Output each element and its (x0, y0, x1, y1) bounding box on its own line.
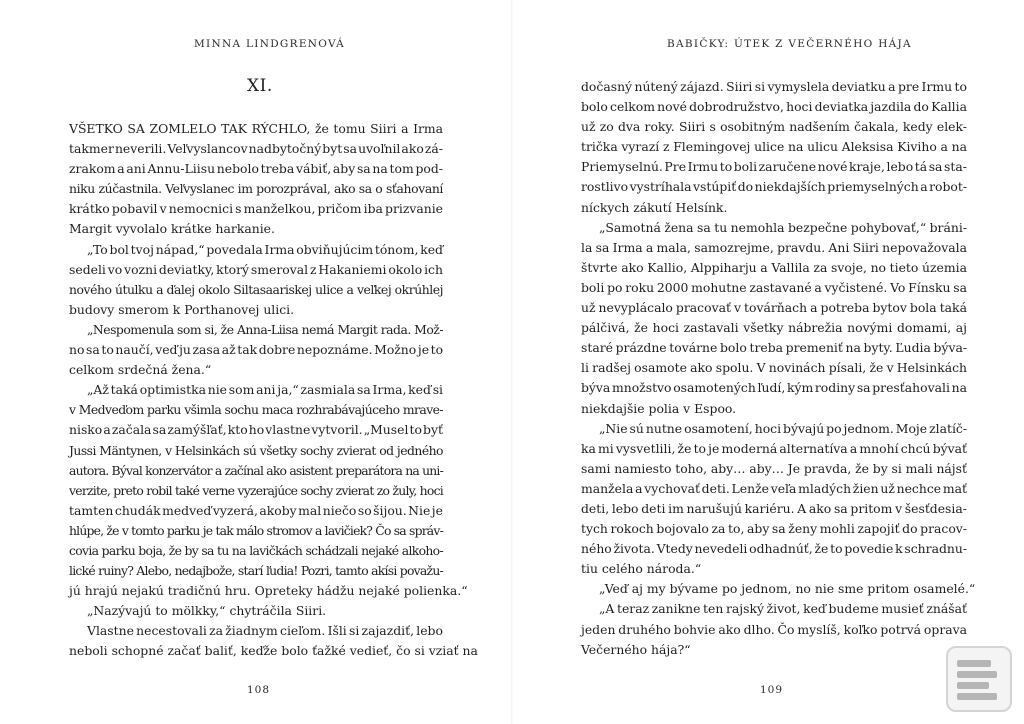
text-line: boli po roku 2000 mohutne zastavané a vyčistené. Vo Fínsku sa (581, 279, 968, 295)
body-text (581, 77, 976, 660)
text-line: niekdajšie polia v Espoo. (581, 400, 737, 416)
text-line: už nevyplácalo pracovať v továrňach a potreba bytov bola taká (581, 300, 967, 316)
text-line: budovy smerom k Porthanovej ulici. (69, 301, 295, 317)
text-line: tamten chudák medveď vyzerá, akoby mal niečo so šijou. Nie je (69, 502, 443, 518)
text-line: celkom srdečná žena.“ (69, 362, 212, 378)
text-line: v Medveďom parku všimla sochu maca rozhrabávajúceho mravе- (69, 402, 443, 418)
text-line: autora. Býval konzervátor a začínal ako asistent preparátora na uni- (69, 462, 443, 478)
text-line: pálčivá, že hoci zastavali všetky nábrežia novými domami, aj (581, 320, 968, 336)
body-text (69, 119, 478, 662)
text-line: „Nazývajú to mölkky,“ chytráčila Siiri. (87, 603, 327, 619)
text-line: ka mi vysvetlili, že to je moderná alternatíva a mnohí chcú bývať (581, 440, 967, 456)
text-line: nového útulku a ďalej okolo Siltasaariskej ulice a veľkej okrúhlej (69, 281, 444, 297)
text-line: verzite, preto robil také verne vyzerajúce sochy zvierat zo žuly, hoci (69, 482, 444, 498)
text-line: „Veď aj my bývame po jednom, no nie sme pritom osamelé.“ (599, 581, 976, 597)
text-line: li radšej osamote ako spolu. V novinách písali, že v Helsinkách (581, 360, 968, 376)
text-line: „To bol tvoj nápad,“ povedala Irma obviňujúcim tónom, keď (87, 241, 443, 257)
text-line: hlúpe, že v tomto parku je tak málo stromov a lavičiek? Čo sa správ- (69, 522, 443, 538)
text-line: štvrte ako Kallio, Alppiharju a Vallila za svoje, no tieto územia (581, 259, 967, 275)
text-line: sedeli vo vozni deviatky, ktorý smeroval z Hakaniemi okolo ich (69, 261, 443, 277)
page-number: 109 (760, 684, 784, 696)
text-line: staré prázdne továrne bolo treba premeniť na byty. Ľudia býva- (581, 340, 968, 356)
running-head-author: MINNA LINDGRENOVÁ (194, 38, 346, 50)
text-line: la sa Irma a mala, samozrejme, pravdu. Ani Siiri nepovažovala (581, 239, 967, 255)
text-line: už zo dva roky. Siiri s osobitným nadšením čakala, kedy elek- (581, 119, 967, 135)
text-line: tych rokoch bojovalo za to, aby sa ženy mohli zapojiť do pracov- (581, 521, 967, 537)
text-line: zrakom a ani Annu-Liisu nebolo treba vábiť, aby sa na tom pod- (69, 161, 443, 177)
text-line: dočasný nútený zájazd. Siiri si vymyslela deviatku a pre Irmu to (581, 79, 967, 94)
chapter-number: XI. (247, 76, 273, 96)
text-line: „Až taká optimistka nie som ani ja,“ zasmiala sa Irma, keď si (87, 382, 444, 398)
text-line: „Nie sú nutne osamotení, hoci bývajú po jednom. Moje zlatíč- (599, 420, 968, 436)
page-number: 108 (247, 684, 271, 696)
text-line: Margit vyvolalo krátke harkanie. (69, 221, 275, 237)
text-line: „Nespomenula som si, že Anna-Liisa nemá Margit rada. Mož- (87, 321, 443, 337)
text-line: takmer neverili. Veľvyslancov nadbytočný byt sa uvoľnil ako zá- (69, 141, 443, 157)
running-head-title: BABIČKY: ÚTEK Z VEČERNÉHO HÁJA (667, 38, 912, 50)
text-line: no sa to naučí, veď ju zasa až tak dobre nepoznáme. Možno je to (69, 342, 444, 358)
text-line: nisko a začala sa zamýšľať, kto ho vlastne vytvoril. „Musel to byť (69, 422, 443, 438)
text-line: Priemyselnú. Pre Irmu to boli zaručene nové kraje, lebo tá sa sta- (581, 159, 967, 175)
text-line: krátko pobavil v nemocnici s manželkou, pričom iba prizvanie (69, 201, 444, 217)
text-line: ného života. Vtedy nevedeli odhadnúť, že to povedie k schradnu- (581, 541, 968, 557)
text-line: Vlastne necestovali za žiadnym cieľom. Išli si zajazdiť, lebo (87, 623, 443, 639)
document-lines-icon[interactable] (946, 646, 1012, 712)
text-line: bolo celkom nové dobrodružstvo, hoci deviatka jazdila do Kallia (581, 99, 967, 115)
text-line: manžela a vychovať deti. Lenže veľa mladých žien už nechce mať (581, 480, 967, 496)
text-line: tiu celého národa.“ (581, 561, 702, 577)
text-line: trička vyrazí z Flemingovej ulice na ulicu Aleksisa Kiviho a na (581, 139, 968, 155)
text-line: „A teraz zanikne ten rajský život, keď budeme musieť znášať (599, 601, 967, 617)
text-line: níckych zákutí Helsínk. (581, 199, 728, 215)
text-line: deti, lebo deti im narušujú kariéru. A ako sa pritom v šesťdesia- (581, 500, 967, 516)
text-line: lické ruiny? Alebo, nedajbože, starí ľudia! Pozri, tamto akísi považu- (69, 563, 443, 579)
text-line: Večerného hája?“ (581, 641, 691, 657)
text-line: býva množstvo osamotených ľudí, kým rodiny sa presťahovali na (581, 380, 967, 396)
text-line: rostlivo vystríhala vstúpiť do niekdajších priemyselných a robot- (581, 179, 968, 195)
text-line: Jussi Mäntynen, v Helsinkách sú všetky sochy zvierat od jedného (69, 442, 443, 458)
text-line: niku zúčastnila. Veľvyslanec im porozprával, ako sa o sťahovaní (69, 181, 444, 197)
text-line: covia parku boja, že by sa tu na lavičkách schádzali nejaké alkoho- (69, 542, 443, 558)
text-line: VŠETKO SA ZOMLELO TAK RÝCHLO, že tomu Siiri a Irma (69, 121, 444, 136)
text-line: sami namiesto toho, aby… aby… Je pravda, že by si mali nájsť (581, 460, 967, 476)
text-line: „Samotná žena sa tu nemohla bezpečne pohybovať,“ bráni- (599, 219, 967, 235)
text-line: jeden druhého bohvie ako dlho. Čo myslíš, koľko potrvá oprava (581, 621, 968, 637)
document-lines-icon-glyph (957, 660, 1001, 700)
right-page (512, 0, 1024, 724)
text-line: jú hrajú nejakú tradičnú hru. Opreteky hádžu nejaké polienka.“ (69, 583, 468, 599)
text-line: neboli schopné začať baliť, keďže bolo ťažké vedieť, čo si vziať na (69, 643, 478, 659)
